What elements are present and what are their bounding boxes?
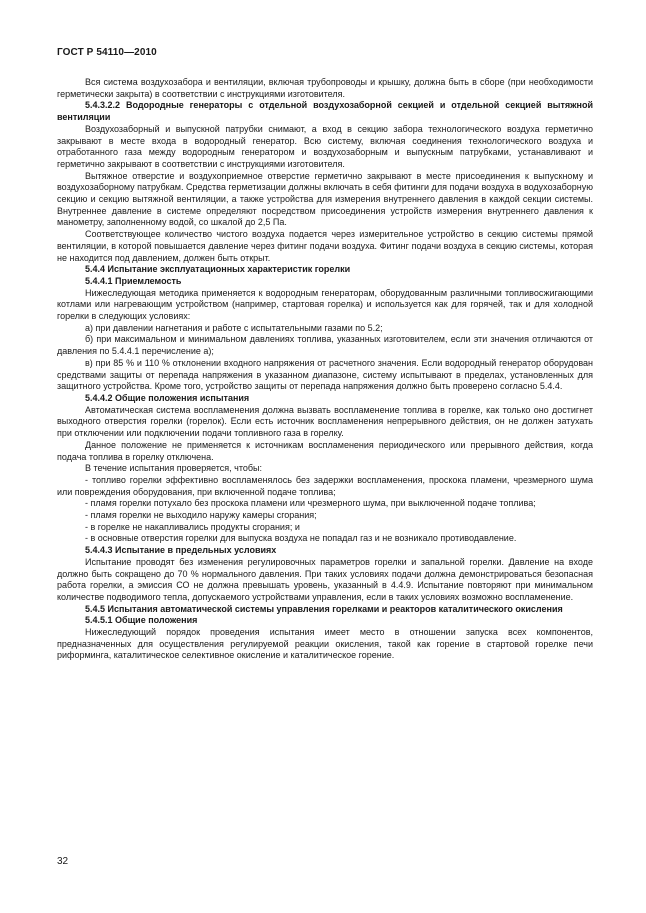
section-heading: 5.4.4.2 Общие положения испытания (85, 392, 250, 403)
section-heading: 5.4.5.1 Общие положения (85, 615, 198, 626)
paragraph: Нижеследующий порядок проведения испытания имеет место в отношении запуска всех компонентов, предназначенных для осуществления регулируемой реакции окисления, такой как горение в стартовой горелке печи риформинга, каталитическое селективное окисление и каталитическое горение. (57, 627, 593, 661)
section-heading: 5.4.4 Испытание эксплуатационных характеристик горелки (85, 264, 351, 275)
paragraph: В течение испытания проверяется, чтобы: (85, 463, 262, 474)
paragraph: Вытяжное отверстие и воздухоприемное отверстие герметично закрывают в месте присоединения к выпускному и воздухозаборному патрубкам. Средства герметизации должны включать в себя фитинги для подачи воздуха в водухозаборную секцию и секцию вытяжной вентиляции, а также устройства для измерения внутреннего давления в каждой секции системы. Внутреннее давление в системе определяют посредством присоединения устройств измерения внутреннего давления к манометру, заполненному водой, со шкалой до 2,5 Па. (57, 170, 593, 228)
paragraph: Автоматическая система воспламенения должна вызвать воспламенение топлива в горелке, как только оно достигнет выходного отверстия горелки (горелок). Если есть источник воспламенения непрерывного действия, он не должен затухать при отключении или подключении подачи топливного газа в горелку. (57, 404, 593, 439)
list-item: б) при максимальном и минимальном давлениях топлива, указанных изготовителем, если эти значения отличаются от давления по 5.4.4.1 перечисление а); (57, 334, 593, 357)
paragraph: Данное положение не применяется к источникам воспламенения периодического или прерывного действия, когда подача топлива в горелку отключена. (57, 439, 593, 462)
section-heading: 5.4.4.1 Приемлемость (85, 275, 182, 286)
paragraph: Испытание проводят без изменения регулировочных параметров горелки и запальной горелки. Давление на входе должно быть сокращено до 70 % нормального давления. При таких условиях подачи должна демонстрироваться безопасная работа горелки, а эмиссия СО не должна превышать уровень, указанный в 4.4.9. Испытание повторяют при минимальном количестве подводимого тепла, допускаемого устройствами управления, если в таких условиях возможно воспламенение. (57, 556, 593, 602)
list-item: - в основные отверстия горелки для выпуска воздуха не попадал газ и не возникало противодавление. (85, 533, 517, 544)
document-body (57, 77, 593, 662)
list-item: - пламя горелки потухало без проскока пламени или чрезмерного шума, при выключенной подаче топлива; (85, 498, 536, 509)
section-heading: 5.4.3.2.2 Водородные генераторы с отдельной воздухозаборной секцией и отдельной секцией вытяжной вентиляции (57, 100, 593, 123)
document-header: ГОСТ Р 54110—2010 (57, 47, 157, 58)
section-heading: 5.4.5 Испытания автоматической системы управления горелками и реакторов каталитического окисления (85, 603, 563, 614)
list-item: а) при давлении нагнетания и работе с испытательными газами по 5.2; (85, 322, 383, 333)
list-item: - пламя горелки не выходило наружу камеры сгорания; (85, 510, 317, 521)
paragraph: Соответствующее количество чистого воздуха подается через измерительное устройство в секцию системы прямой вентиляции, в которой повышается давление через фитинг подачи воздуха. Фитинг подачи воздуха в секцию системы, которая не находится под давлением, должен быть открыт. (57, 229, 593, 263)
paragraph: Вся система воздухозабора и вентиляции, включая трубопроводы и крышку, должна быть в сборе (при необходимости герметически закрыта) в соответствии с инструкциями изготовителя. (57, 77, 593, 99)
page-number: 32 (57, 856, 69, 867)
list-item: - топливо горелки эффективно воспламенялось без задержки воспламенения, проскока пламени, чрезмерного шума или повреждения оборудования, при включенной подаче топлива; (57, 474, 593, 497)
list-item: в) при 85 % и 110 % отклонении входного напряжения от расчетного значения. Если водородный генератор оборудован средствами защиты от перепада напряжения в указанном диапазоне, систему испытывают в пределах, установленных для защитного устройства. Кроме того, устройство защиты от перепада напряжения должно быть проверено согласно 5.4.4. (57, 357, 593, 392)
list-item: - в горелке не накапливались продукты сгорания; и (85, 521, 300, 532)
section-heading: 5.4.4.3 Испытание в предельных условиях (85, 545, 277, 556)
paragraph: Воздухозаборный и выпускной патрубки снимают, а вход в секцию забора технологического воздуха герметично закрывают в месте входа в водородный генератор. Всю систему, включая соединения технологического воздуха и отработанного газа между водородным генератором и воздухозаборным и выпускным патрубками, устанавливают и герметично закрывают в соответствии с инструкциями изготовителя. (57, 123, 593, 169)
paragraph: Нижеследующая методика применяется к водородным генераторам, оборудованным различными топливосжигающими котлами или нагревающим устройством (например, стартовая горелка) и используется как для горячей, так и для холодной горелки в следующих условиях: (57, 287, 593, 322)
